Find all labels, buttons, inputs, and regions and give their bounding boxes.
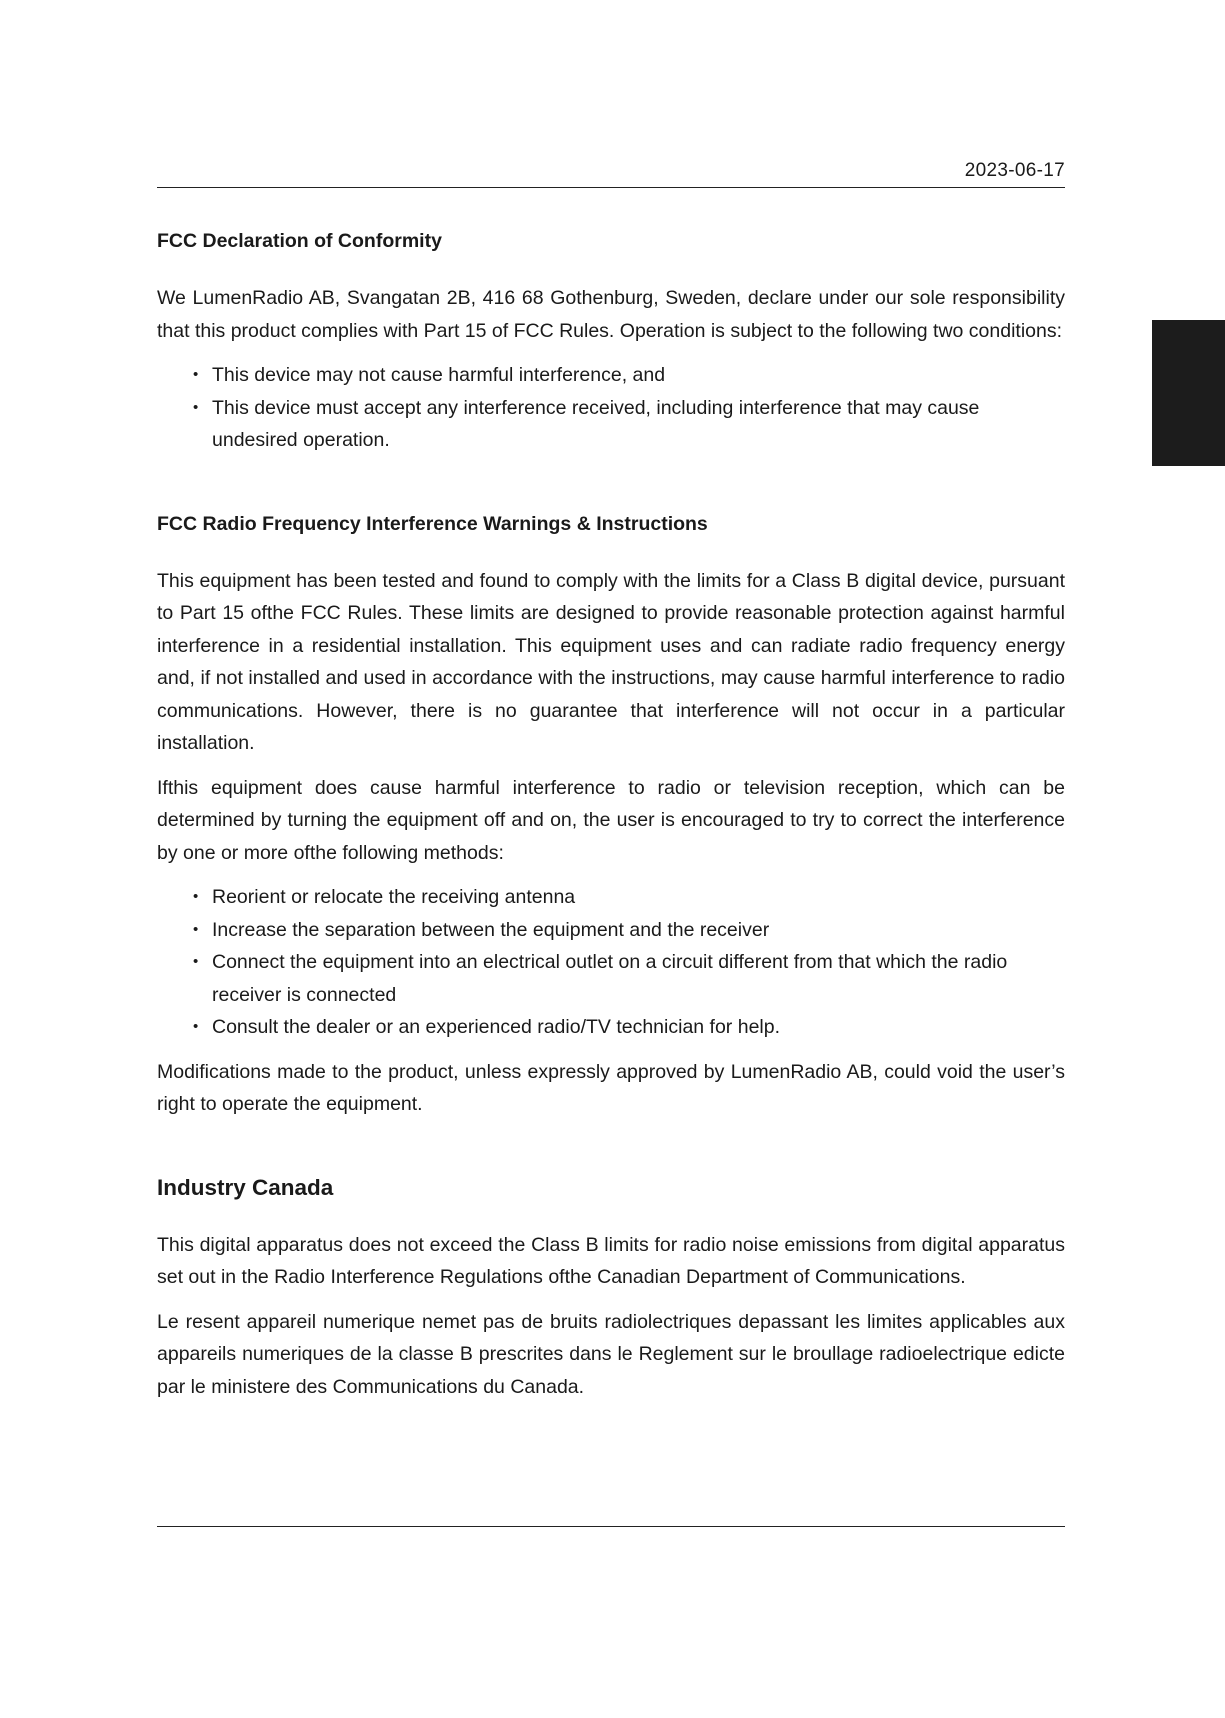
list-item: • Consult the dealer or an experienced radio/TV technician for help. bbox=[212, 1011, 1065, 1044]
chapter-side-tab bbox=[1152, 320, 1225, 466]
fcc-methods-list bbox=[157, 881, 1065, 1044]
fcc-warnings-paragraph-2: Ifthis equipment does cause harmful interference to radio or television reception, which can be determined by turning the equipment off and on, the user is encouraged to try to correct the interference by one or more ofthe following methods: bbox=[157, 776, 1065, 864]
list-item: • Connect the equipment into an electrical outlet on a circuit different from that which the radio receiver is connected bbox=[212, 946, 1065, 1011]
fcc-warnings-heading: FCC Radio Frequency Interference Warnings & Instructions bbox=[157, 512, 708, 535]
list-item: • This device may not cause harmful interference, and bbox=[212, 359, 1065, 392]
fcc-warnings-section bbox=[157, 509, 1065, 1121]
list-item: • Increase the separation between the equipment and the receiver bbox=[212, 914, 1065, 947]
industry-canada-heading: Industry Canada bbox=[157, 1174, 334, 1200]
fcc-warnings-paragraph-3: Modifications made to the product, unless expressly approved by LumenRadio AB, could void the user’s right to operate the equipment. bbox=[157, 1060, 1065, 1115]
header-date: 2023-06-17 bbox=[964, 160, 1065, 181]
industry-canada-paragraph-fr: Le resent appareil numerique nemet pas de bruits radiolectriques depassant les limites applicables aux appareils numeriques de la classe B prescrites dans le Reglement sur le broullage radioelectrique edicte par le ministere des Communications du Canada. bbox=[157, 1310, 1065, 1398]
industry-canada-paragraph-en: This digital apparatus does not exceed the Class B limits for radio noise emissions from digital apparatus set out in the Radio Interference Regulations ofthe Canadian Department of Communications. bbox=[157, 1233, 1065, 1288]
document-page bbox=[157, 0, 1065, 1718]
industry-canada-section bbox=[157, 1171, 1065, 1404]
fcc-conditions-list bbox=[157, 359, 1065, 457]
list-item: • Reorient or relocate the receiving antenna bbox=[212, 881, 1065, 914]
fcc-declaration-heading: FCC Declaration of Conformity bbox=[157, 230, 442, 252]
header-rule bbox=[157, 187, 1065, 188]
list-item: • This device must accept any interference received, including interference that may cause undesired operation. bbox=[212, 392, 1065, 457]
footer-rule bbox=[157, 1526, 1065, 1527]
fcc-declaration-section bbox=[157, 226, 1065, 457]
page-content bbox=[157, 226, 1065, 1415]
fcc-declaration-paragraph: We LumenRadio AB, Svangatan 2B, 416 68 Gothenburg, Sweden, declare under our sole responsibility that this product complies with Part 15 of FCC Rules. Operation is subject to the following two conditions: bbox=[157, 287, 1065, 342]
fcc-warnings-paragraph-1: This equipment has been tested and found to comply with the limits for a Class B digital device, pursuant to Part 15 ofthe FCC Rules. These limits are designed to provide reasonable protection against harmful interference in a residential installation. This equipment uses and can radiate radio frequency energy and, if not installed and used in accordance with the instructions, may cause harmful interference to radio communications. However, there is no guarantee that interference will not occur in a particular installation. bbox=[157, 569, 1065, 754]
